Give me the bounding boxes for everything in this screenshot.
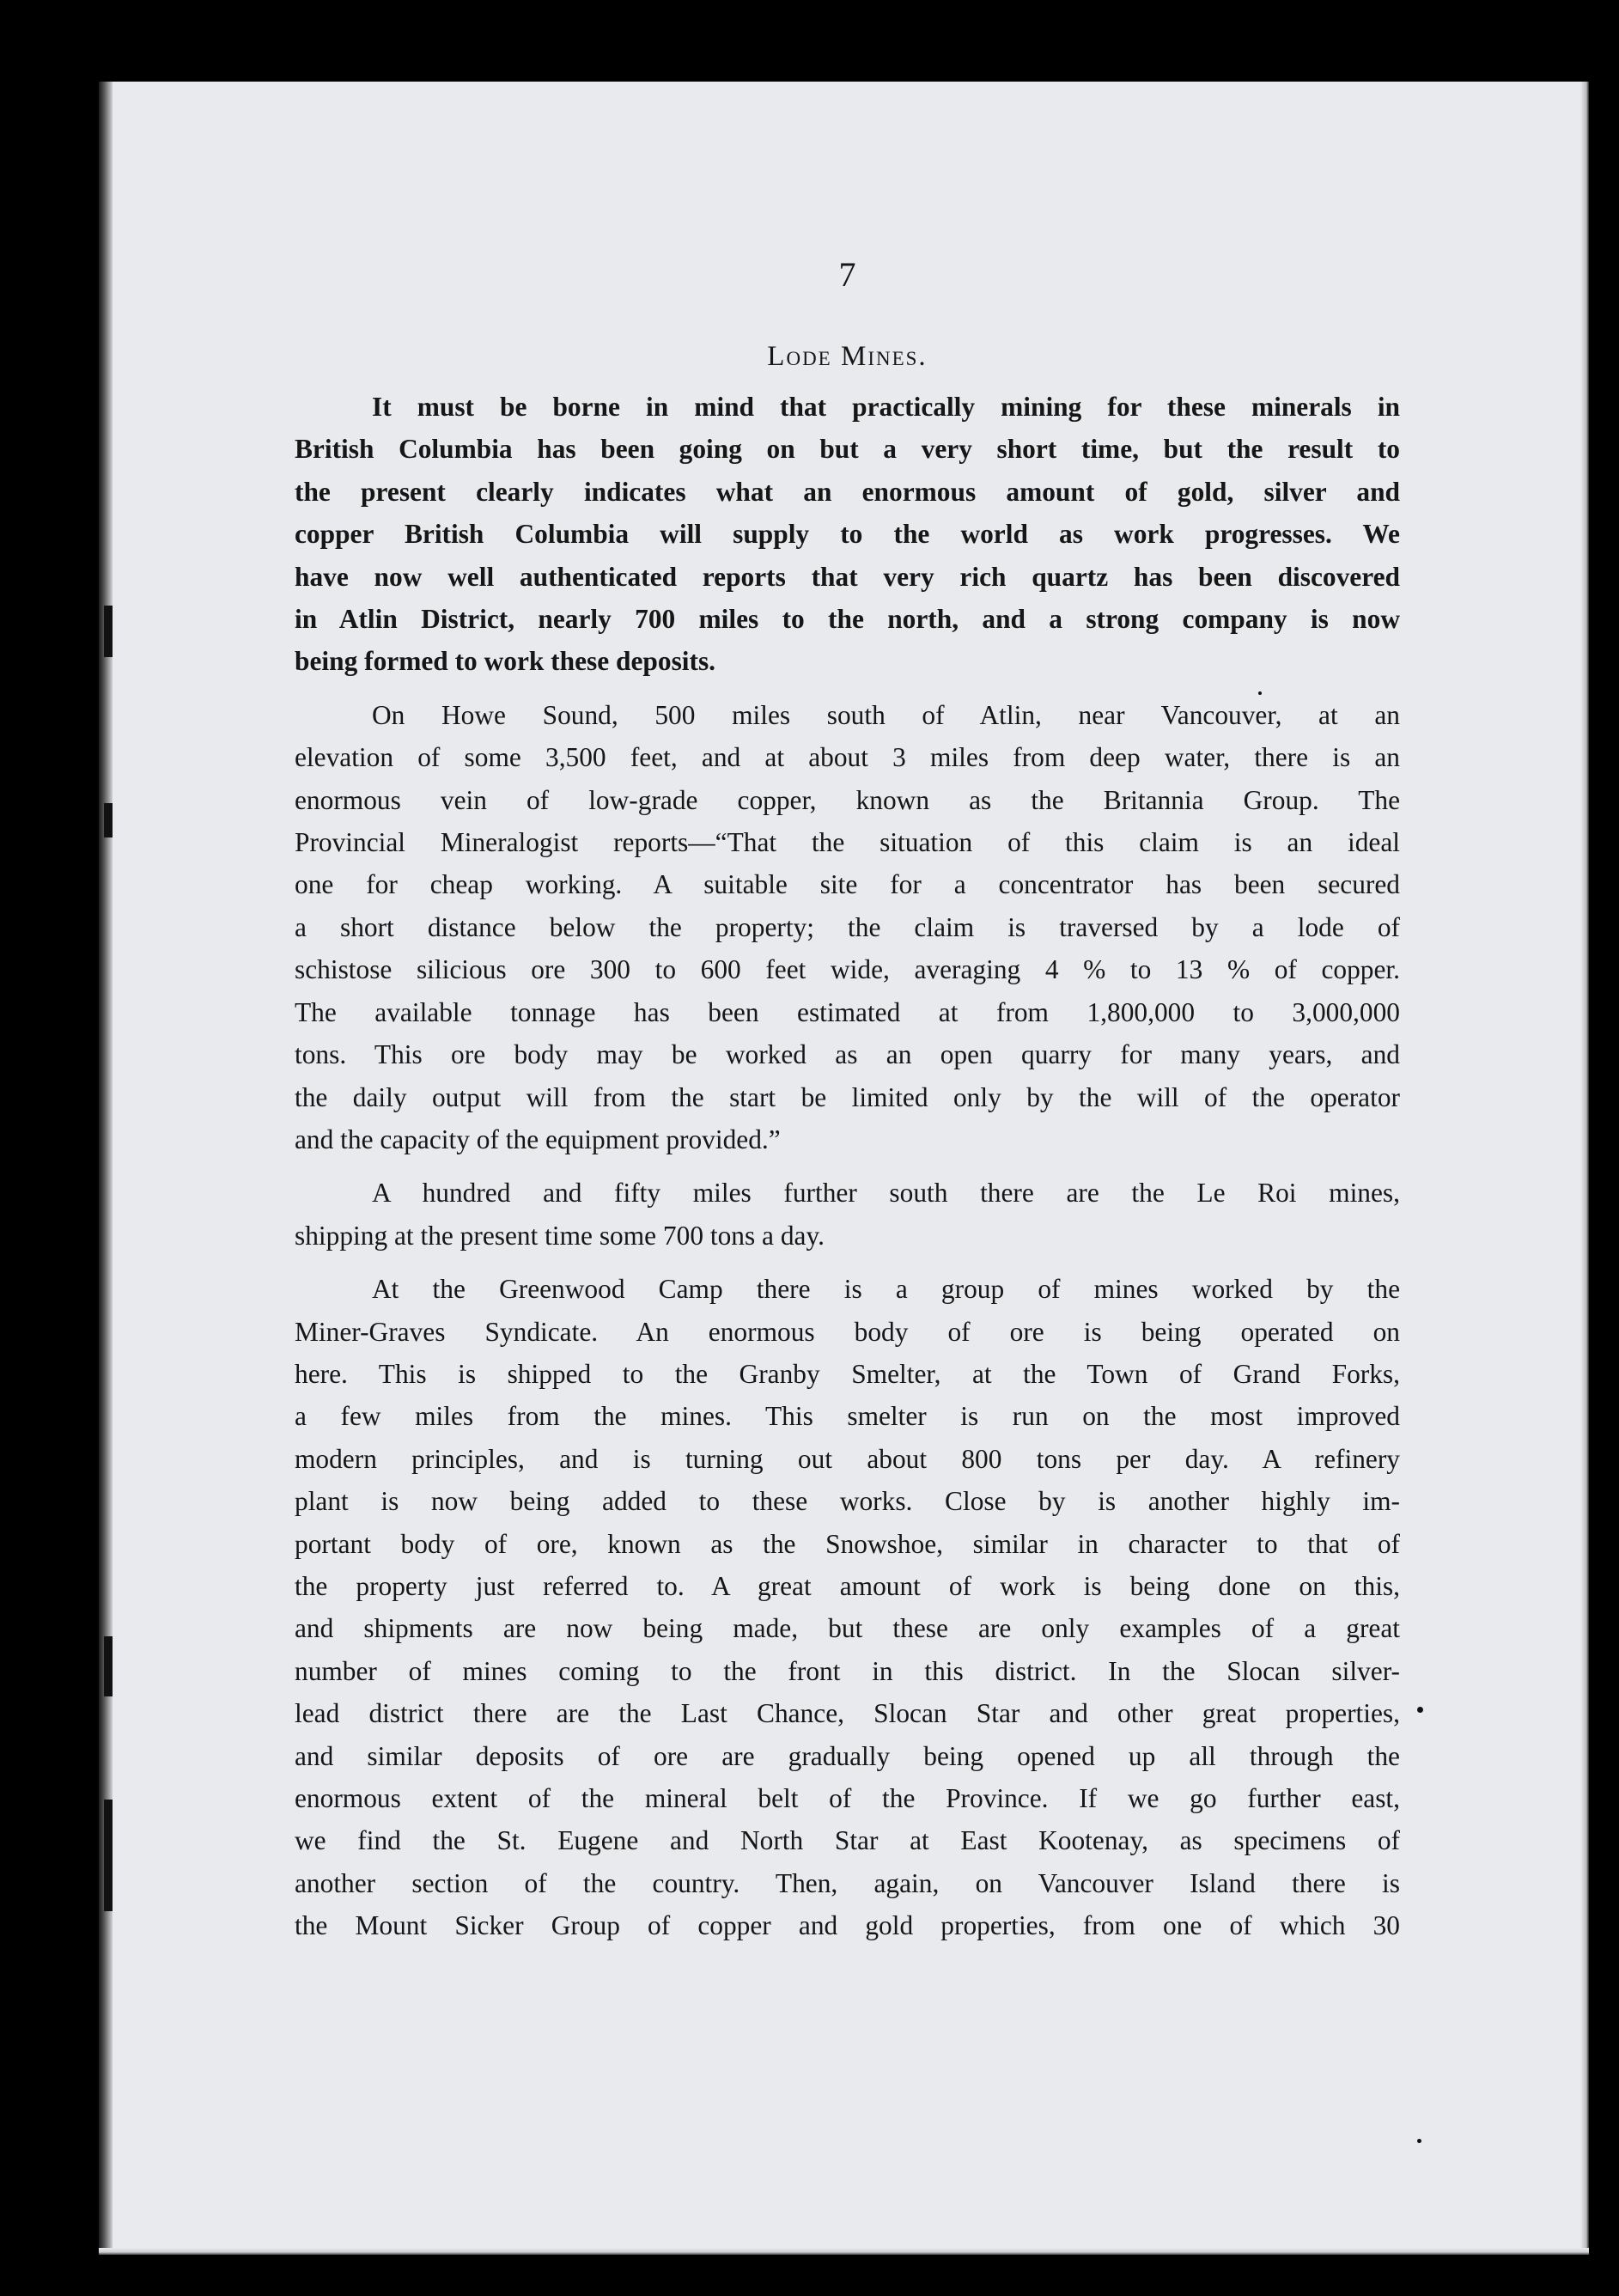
text-line: schistose silicious ore 300 to 600 feet wide, averaging 4 % to 13 % of copper. [295,954,1400,985]
text-line: plant is now being added to these works. Close by is another highly im- [295,1486,1400,1517]
text-line: Miner-Graves Syndicate. An enormous body of ore is being operated on [295,1316,1400,1347]
text-line: On Howe Sound, 500 miles south of Atlin, near Vancouver, at an [372,699,1400,730]
text-line: the Mount Sicker Group of copper and gold properties, from one of which 30 [295,1910,1400,1941]
text-line: have now well authenticated reports that very rich quartz has been discovered [295,561,1400,592]
text-line: enormous vein of low-grade copper, known as the Britannia Group. The [295,784,1400,815]
page-number: 7 [838,255,856,294]
binding-edge [99,82,113,2255]
binding-mark [104,1800,113,1911]
text-line: and similar deposits of ore are gradually being opened up all through the [295,1740,1400,1771]
speck [1258,691,1262,695]
document-page [99,82,1589,2255]
text-line: the present clearly indicates what an enormous amount of gold, silver and [295,476,1400,507]
paragraph-1 [295,386,1400,683]
text-line: another section of the country. Then, again, on Vancouver Island there is [295,1867,1400,1898]
binding-mark [104,606,113,657]
text-line: Provincial Mineralogist reports—“That the situation of this claim is an ideal [295,827,1400,858]
speck [1417,2139,1421,2143]
text-line: number of mines coming to the front in this district. In the Slocan silver- [295,1655,1400,1686]
text-line: being formed to work these deposits. [295,646,716,677]
text-line: the property just referred to. A great amount of work is being done on this, [295,1570,1400,1601]
text-line: British Columbia has been going on but a very short time, but the result to [295,434,1400,465]
text-line: portant body of ore, known as the Snowshoe, similar in character to that of [295,1528,1400,1559]
text-line: tons. This ore body may be worked as an open quarry for many years, and [295,1039,1400,1070]
text-line: and the capacity of the equipment provided.” [295,1124,781,1154]
paragraph-2 [295,694,1400,1160]
text-line: shipping at the present time some 700 tons a day. [295,1220,825,1251]
page-bottom-shadow [99,2248,1589,2255]
binding-mark [104,803,113,837]
text-line: a few miles from the mines. This smelter is run on the most improved [295,1401,1400,1432]
text-line: in Atlin District, nearly 700 miles to the north, and a strong company is now [295,604,1400,635]
text-line: modern principles, and is turning out about 800 tons per day. A refinery [295,1443,1400,1474]
text-line: elevation of some 3,500 feet, and at about 3 miles from deep water, there is an [295,742,1400,773]
text-line: It must be borne in mind that practically mining for these minerals in [372,392,1400,422]
text-line: enormous extent of the mineral belt of the Province. If we go further east, [295,1783,1400,1813]
text-line: lead district there are the Last Chance, Slocan Star and other great properties, [295,1698,1400,1729]
speck [1417,1707,1423,1713]
text-line: The available tonnage has been estimated at from 1,800,000 to 3,000,000 [295,996,1400,1027]
text-line: we find the St. Eugene and North Star at East Kootenay, as specimens of [295,1825,1400,1856]
text-line: a short distance below the property; the claim is traversed by a lode of [295,911,1400,942]
paragraph-4 [295,1268,1400,1947]
page-content [295,253,1400,1958]
text-line: and shipments are now being made, but these are only examples of a great [295,1613,1400,1644]
text-line: the daily output will from the start be limited only by the will of the operator [295,1081,1400,1112]
paragraph-3 [295,1172,1400,1257]
page-edge-shadow [1580,82,1589,2255]
text-line: one for cheap working. A suitable site for a concentrator has been secured [295,869,1400,900]
binding-mark [104,1636,113,1696]
text-line: At the Greenwood Camp there is a group of mines worked by the [372,1274,1400,1305]
text-line: here. This is shipped to the Granby Smelter, at the Town of Grand Forks, [295,1358,1400,1389]
text-line: copper British Columbia will supply to the world as work progresses. We [295,519,1400,550]
section-heading: Lode Mines. [767,341,928,372]
text-line: A hundred and fifty miles further south there are the Le Roi mines, [372,1178,1400,1209]
